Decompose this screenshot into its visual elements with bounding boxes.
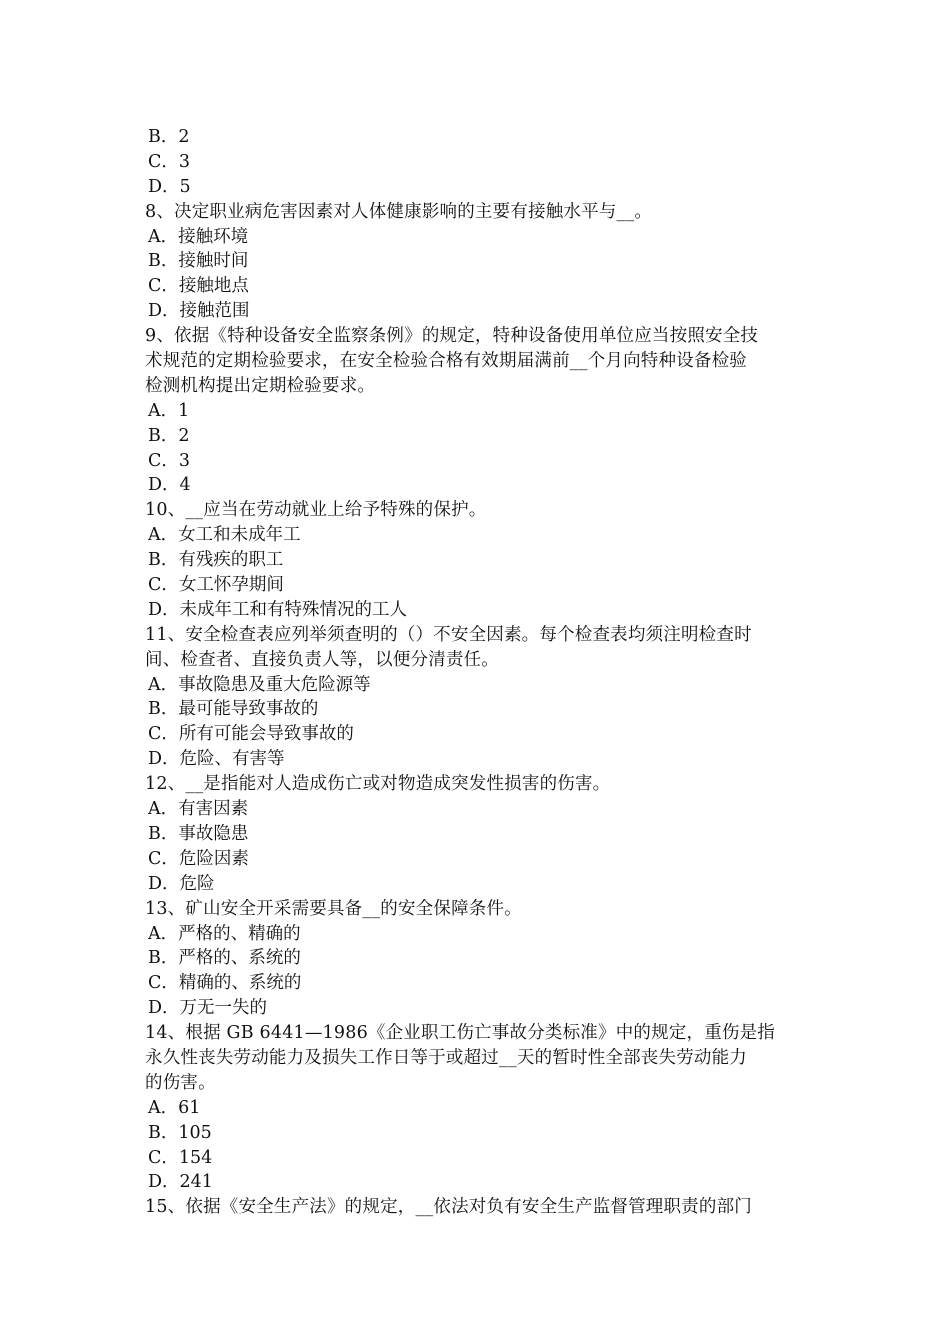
answer-option: A．严格的、精确的 bbox=[148, 923, 301, 944]
question-text-line: 13、矿山安全开采需要具备__的安全保障条件。 bbox=[145, 898, 522, 919]
question-text-line: 永久性丧失劳动能力及损失工作日等于或超过__天的暂时性全部丧失劳动能力 bbox=[145, 1047, 747, 1068]
answer-option: B．最可能导致事故的 bbox=[148, 699, 319, 720]
answer-option: A．有害因素 bbox=[148, 799, 249, 820]
answer-option: B．105 bbox=[148, 1122, 212, 1143]
answer-option: D．未成年工和有特殊情况的工人 bbox=[148, 599, 408, 620]
answer-option: C．3 bbox=[148, 151, 191, 172]
question-text-line: 12、__是指能对人造成伤亡或对物造成突发性损害的伤害。 bbox=[145, 774, 611, 795]
answer-option: B．有残疾的职工 bbox=[148, 550, 284, 571]
answer-option: D．5 bbox=[148, 176, 191, 197]
question-text-line: 8、决定职业病危害因素对人体健康影响的主要有接触水平与__。 bbox=[145, 201, 653, 222]
answer-option: B．严格的、系统的 bbox=[148, 948, 301, 969]
answer-option: B．接触时间 bbox=[148, 251, 249, 272]
answer-option: B．2 bbox=[148, 127, 190, 147]
question-text-line: 9、依据《特种设备安全监察条例》的规定，特种设备使用单位应当按照安全技 bbox=[145, 326, 759, 347]
answer-option: C．3 bbox=[148, 450, 191, 471]
answer-option: C．女工怀孕期间 bbox=[148, 575, 284, 596]
answer-option: A．1 bbox=[148, 400, 190, 421]
answer-option: C．危险因素 bbox=[148, 848, 249, 869]
answer-option: C．154 bbox=[148, 1147, 213, 1168]
question-text-line: 10、__应当在劳动就业上给予特殊的保护。 bbox=[145, 500, 487, 521]
answer-option: A．61 bbox=[148, 1097, 201, 1118]
answer-option: C．所有可能会导致事故的 bbox=[148, 724, 354, 745]
answer-option: B．事故隐患 bbox=[148, 823, 249, 844]
question-text-line: 15、依据《安全生产法》的规定，__依法对负有安全生产监督管理职责的部门 bbox=[145, 1197, 752, 1218]
answer-option: D．4 bbox=[148, 475, 191, 496]
question-text-line: 间、检查者、直接负责人等，以便分清责任。 bbox=[145, 649, 499, 670]
answer-option: D．241 bbox=[148, 1172, 213, 1193]
answer-option: D．危险 bbox=[148, 873, 215, 894]
question-text-line: 的伤害。 bbox=[145, 1072, 216, 1093]
answer-option: C．接触地点 bbox=[148, 276, 249, 297]
answer-option: D．接触范围 bbox=[148, 301, 250, 322]
question-text-line: 术规范的定期检验要求，在安全检验合格有效期届满前__个月向特种设备检验 bbox=[145, 351, 747, 372]
answer-option: B．2 bbox=[148, 425, 190, 446]
question-text-line: 检测机构提出定期检验要求。 bbox=[145, 375, 376, 396]
answer-option: D．万无一失的 bbox=[148, 998, 268, 1019]
answer-option: A．接触环境 bbox=[148, 226, 249, 247]
answer-option: C．精确的、系统的 bbox=[148, 973, 302, 994]
answer-option: A．女工和未成年工 bbox=[148, 525, 301, 546]
answer-option: D．危险、有害等 bbox=[148, 749, 285, 770]
question-text-line: 11、安全检查表应列举须查明的（）不安全因素。每个检查表均须注明检查时 bbox=[145, 624, 752, 645]
document-body bbox=[145, 125, 810, 1220]
question-text-line: 14、根据 GB 6441—1986《企业职工伤亡事故分类标准》中的规定，重伤是指 bbox=[145, 1023, 776, 1044]
answer-option: A．事故隐患及重大危险源等 bbox=[148, 674, 371, 695]
